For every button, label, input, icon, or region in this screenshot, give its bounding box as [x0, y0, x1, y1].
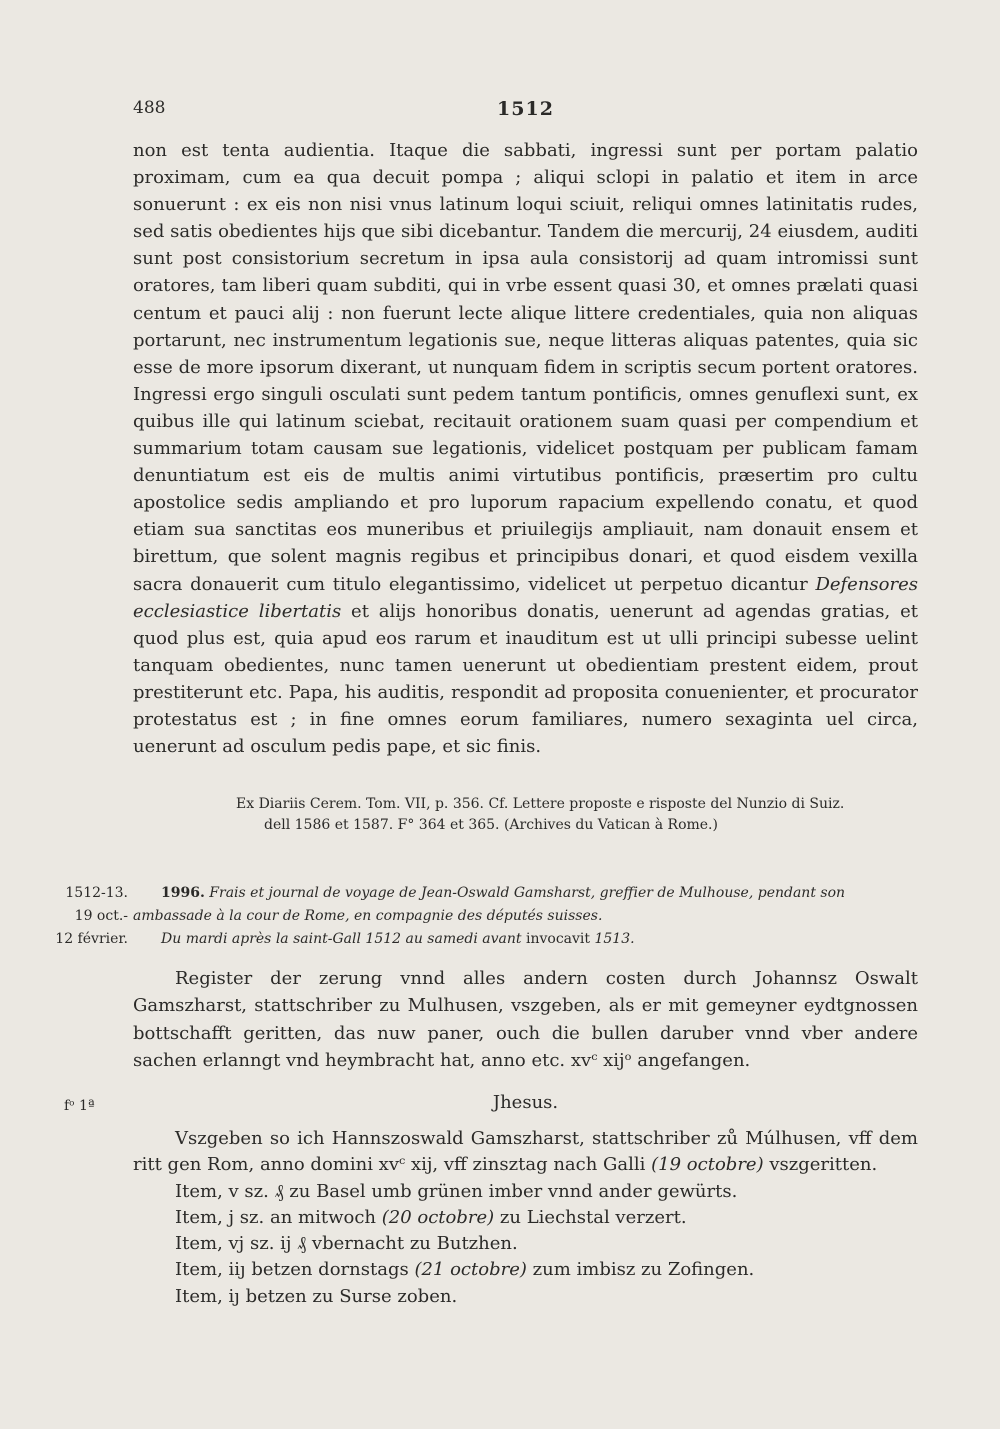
source-note-line-1: Ex Diariis Cerem. Tom. VII, p. 356. Cf. Lettere proposte e risposte del Nunzio di Suiz.	[236, 796, 845, 812]
entry-line-first	[133, 1126, 918, 1179]
entry-first-b: vszgeritten.	[769, 1154, 878, 1176]
entry-item-2-date: (20 octobre)	[381, 1206, 495, 1228]
source-note-line-2: dell 1586 et 1587. F° 364 et 365. (Archives du Vatican à Rome.)	[264, 817, 718, 833]
entry-heading	[133, 882, 918, 951]
entry-item-5: Item, iȷ betzen zu Surse zoben.	[175, 1285, 458, 1307]
page-header	[133, 98, 918, 124]
entry-title-line-1	[133, 882, 918, 905]
entry-item-4	[133, 1257, 918, 1283]
entry-item-2-a: Item, j sz. an mitwoch	[175, 1206, 376, 1228]
entry-date-italic-2: 1513.	[594, 931, 635, 947]
margin-date-2: 19 oct.-	[74, 908, 128, 924]
expense-entries	[133, 1126, 918, 1310]
main-text-part-2: et alijs honoribus donatis, uenerunt ad agendas gratias, et quod plus est, quia apud eos rarum et inauditum est ut ulli principi subesse uelint tanquam obedientes, nunc tamen uenerunt ut obedientiam prestent eidem, prout prestiterunt etc. Papa, his auditis, respondit ad proposita conuenienter, et procurator protestatus est ; in fine omnes eorum familiares, numero sexaginta uel circa, uenerunt ad osculum pedis pape, et sic finis.	[133, 600, 918, 758]
entry-item-1: Item, v sz. ₰ zu Basel umb grünen imber vnnd ander gewürts.	[175, 1180, 738, 1202]
jhesus-heading: Jhesus.	[492, 1092, 559, 1113]
main-paragraph	[133, 137, 918, 760]
main-text-italic: Defensores ecclesiastice libertatis	[133, 573, 918, 622]
margin-date-3: 12 février.	[55, 931, 128, 947]
entry-date-line	[133, 928, 918, 951]
entry-item-4-b: zum imbisz zu Zofingen.	[532, 1259, 755, 1281]
entry-title-1: Frais et journal de voyage de Jean-Oswald Gamsharst, greffier de Mulhouse, pendant son	[209, 885, 846, 901]
register-paragraph: Register der zerung vnnd alles andern costen durch Johannsz Oswalt Gamszharst, stattschriber zu Mulhusen, vszgeben, als er mit gemeyner eydtgnossen bottschafft geritten, das nuw paner, ouch die bullen daruber vnnd vber andere sachen erlanngt vnd heymbracht hat, anno etc. xvᶜ xijᵒ angefangen.	[133, 968, 918, 1071]
entry-item-4-date: (21 octobre)	[414, 1259, 527, 1281]
folio-marker: fᵒ 1ª	[64, 1098, 95, 1114]
entry-item-3: Item, vj sz. ij ₰ vbernacht zu Butzhen.	[175, 1233, 518, 1255]
entry-date-italic-1: Du mardi après la saint-Gall 1512 au samedi avant	[161, 931, 522, 947]
entry-first-a: Vszgeben so ich Hannszoswald Gamszharst, stattschriber zů Múlhusen, vff dem ritt gen Rom, anno domini xvᶜ xij, vff zinsztag nach Galli	[133, 1128, 918, 1176]
main-text-part-1: non est tenta audientia. Itaque die sabbati, ingressi sunt per portam palatio proximam, cum ea qua decuit pompa ; aliqui sclopi in palatio et item in arce sonuerunt : ex eis non nisi vnus latinum loqui sciuit, reliqui omnes latinitatis rudes, sed satis obedientes hijs que sibi dicebantur. Tandem die mercurij, 24 eiusdem, auditi sunt post consistorium secretum in ipsa aula consistorij ad quam intromissi sunt oratores, tam liberi quam subditi, qui in vrbe essent quasi 30, et omnes prælati quasi centum et pauci alij : non fuerunt lecte alique littere credentiales, quia non aliquas portarunt, nec instrumentum legationis sue, neque litteras aliquas patentes, quia sic esse de more ipsorum dixerant, ut nunquam fidem in scriptis secum portent oratores. Ingressi ergo singuli osculati sunt pedem tantum pontificis, omnes genuflexi sunt, ex quibus ille qui latinum sciebat, recitauit orationem suam quasi per compendium et summarium totam causam sue legationis, videlicet postquam per publicam famam denuntiatum est eis de multis animi virtutibus pontificis, præsertim pro cultu apostolice sedis ampliando et pro luporum rapacium expellendo conatu, et quod etiam sua sanctitas eos muneribus et priuilegijs ampliauit, nam donauit ensem et birettum, que solent magnis regibus et principibus donari, et quod eisdem vexilla sacra donauerit cum titulo elegantissimo, videlicet ut perpetuo dicantur	[133, 140, 918, 595]
entry-number: 1996.	[161, 885, 205, 901]
entry-item-2	[133, 1205, 918, 1231]
entry-date-roman: invocavit	[525, 931, 591, 947]
source-note	[236, 794, 918, 836]
margin-date-1: 1512-13.	[65, 885, 128, 901]
page-number: 488	[133, 98, 166, 118]
entry-item-2-b: zu Liechstal verzert.	[499, 1206, 687, 1228]
entry-title-line-2: ambassade à la cour de Rome, en compagnie des députés suisses.	[133, 908, 603, 924]
margin-dates	[30, 882, 128, 951]
page-year: 1512	[497, 98, 554, 120]
entry-first-date: (19 octobre)	[651, 1154, 764, 1176]
entry-item-4-a: Item, iiȷ betzen dornstags	[175, 1259, 409, 1281]
